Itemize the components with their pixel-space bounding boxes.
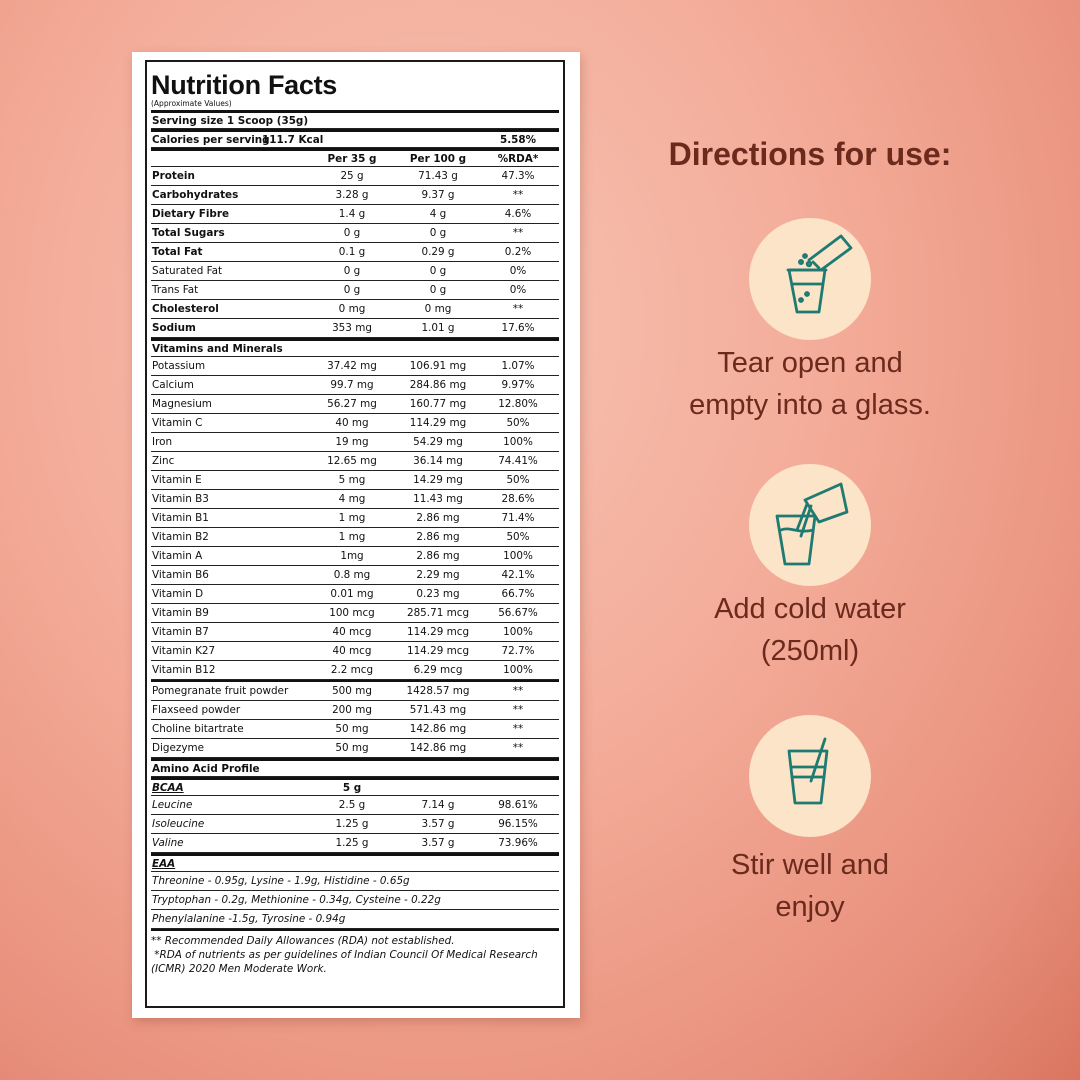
nutrient-row (151, 471, 559, 490)
stir-glass-icon (749, 715, 871, 837)
nutrient-per100: 142.86 mg (409, 742, 467, 754)
nutrient-row (151, 739, 559, 758)
nutrient-per100: 2.86 mg (416, 550, 460, 562)
nutrient-rda: ** (512, 742, 524, 754)
eaa-line: Phenylalanine -1.5g, Tyrosine - 0.94g (151, 910, 559, 929)
nutrient-name: Choline bitartrate (152, 723, 244, 735)
nutrient-row (151, 281, 559, 300)
eaa-section (151, 872, 559, 929)
calories-value: 111.7 Kcal (262, 133, 324, 146)
nutrient-per35: 40 mcg (332, 626, 372, 638)
nutrient-per35: 0.1 g (338, 246, 366, 258)
nutrient-per35: 200 mg (332, 704, 372, 716)
nutrient-rda: 0% (509, 284, 527, 296)
nutrient-per100: 114.29 mcg (406, 645, 470, 657)
nutrient-per100: 7.14 g (421, 799, 455, 811)
nutrient-per35: 19 mg (335, 436, 369, 448)
nutrient-per35: 5 mg (338, 474, 366, 486)
nutrient-per100: 3.57 g (421, 818, 455, 830)
nutrient-rda: 0.2% (504, 246, 532, 258)
nutrient-per35: 1.4 g (338, 208, 366, 220)
nutrient-name: Vitamin A (152, 550, 203, 562)
serving-size: Serving size 1 Scoop (35g) (152, 114, 309, 127)
step-1-text (640, 342, 980, 426)
step-3-line2: enjoy (775, 891, 845, 923)
nutrient-name: Cholesterol (152, 303, 219, 315)
nutrient-rda: 28.6% (501, 493, 535, 505)
nutrient-name: Vitamin B7 (152, 626, 209, 638)
nutrient-name: Total Fat (152, 246, 203, 258)
nutrient-per35: 56.27 mg (327, 398, 377, 410)
nutrient-per35: 0 g (343, 227, 361, 239)
nutrient-rda: 17.6% (501, 322, 535, 334)
nutrient-rda: 66.7% (501, 588, 535, 600)
nutrient-per100: 0 g (429, 284, 447, 296)
nutrient-rda: 50% (506, 531, 530, 543)
footnotes (151, 929, 559, 976)
nutrient-row (151, 319, 559, 338)
nutrition-title: Nutrition Facts (151, 70, 338, 100)
nutrient-per100: 114.29 mcg (406, 626, 470, 638)
nutrient-name: Trans Fat (152, 284, 199, 296)
nutrient-per100: 14.29 mg (413, 474, 463, 486)
nutrient-rda: 74.41% (498, 455, 538, 467)
nutrient-rda: 72.7% (501, 645, 535, 657)
nutrient-name: Saturated Fat (152, 265, 223, 277)
nutrition-label-frame (145, 60, 565, 1008)
nutrient-per100: 11.43 mg (413, 493, 463, 505)
nutrient-per35: 353 mg (332, 322, 372, 334)
vitamins-heading-row (151, 338, 559, 357)
nutrient-rda: ** (512, 227, 524, 239)
calories-label: Calories per serving (152, 133, 270, 146)
nutrient-name: Vitamin B6 (152, 569, 209, 581)
nutrient-per35: 500 mg (332, 685, 372, 697)
nutrient-per35: 40 mg (335, 417, 369, 429)
amino-heading-row (151, 758, 559, 777)
nutrient-name: Potassium (152, 360, 206, 372)
nutrient-rda: 50% (506, 474, 530, 486)
nutrient-rda: 100% (503, 436, 533, 448)
nutrient-per100: 9.37 g (421, 189, 455, 201)
nutrient-row (151, 186, 559, 205)
step-2-line1: Add cold water (714, 593, 906, 625)
bcaa-section (151, 796, 559, 853)
nutrient-row (151, 566, 559, 585)
nutrient-row (151, 661, 559, 680)
step-1-line1: Tear open and (717, 347, 903, 379)
nutrient-per100: 2.86 mg (416, 512, 460, 524)
nutrient-rda: ** (512, 723, 524, 735)
nutrient-rda: 100% (503, 626, 533, 638)
nutrient-row (151, 376, 559, 395)
nutrient-name: Vitamin B9 (152, 607, 209, 619)
nutrient-per100: 1.01 g (421, 322, 455, 334)
nutrient-per100: 0 g (429, 265, 447, 277)
nutrient-row (151, 433, 559, 452)
nutrient-per35: 0 mg (338, 303, 366, 315)
nutrient-per35: 1.25 g (335, 818, 369, 830)
nutrient-per100: 106.91 mg (409, 360, 467, 372)
eaa-row (151, 853, 559, 872)
nutrient-name: Digezyme (152, 742, 204, 754)
nutrient-rda: ** (512, 685, 524, 697)
footnote-line: ** Recommended Daily Allowances (RDA) not established. (151, 935, 455, 947)
nutrient-rda: 1.07% (501, 360, 535, 372)
step-2-text (640, 588, 980, 672)
nutrient-name: Total Sugars (152, 227, 225, 239)
nutrient-per35: 99.7 mg (330, 379, 374, 391)
column-header-rda: %RDA* (497, 152, 539, 165)
nutrient-rda: 4.6% (504, 208, 532, 220)
nutrient-row (151, 528, 559, 547)
directions-title: Directions for use: (668, 136, 952, 172)
nutrient-rda: 100% (503, 550, 533, 562)
nutrient-name: Leucine (152, 799, 193, 811)
nutrient-per35: 12.65 mg (327, 455, 377, 467)
serving-row (151, 110, 559, 129)
nutrient-row (151, 509, 559, 528)
nutrient-name: Vitamin K27 (152, 645, 216, 657)
extras-section (151, 680, 559, 758)
nutrient-per100: 0 g (429, 227, 447, 239)
vitamins-section (151, 357, 559, 680)
nutrient-row (151, 834, 559, 853)
nutrient-per35: 37.42 mg (327, 360, 377, 372)
nutrient-rda: 96.15% (498, 818, 538, 830)
nutrient-row (151, 585, 559, 604)
nutrient-name: Flaxseed powder (152, 704, 241, 716)
nutrient-per35: 25 g (340, 170, 364, 182)
nutrient-rda: 100% (503, 664, 533, 676)
nutrient-per100: 4 g (429, 208, 447, 220)
nutrient-per100: 0.23 mg (416, 588, 460, 600)
nutrient-per35: 40 mcg (332, 645, 372, 657)
bcaa-value: 5 g (342, 781, 362, 794)
nutrient-row (151, 490, 559, 509)
nutrient-per100: 571.43 mg (409, 704, 467, 716)
nutrient-row (151, 642, 559, 661)
step-3-line1: Stir well and (731, 849, 889, 881)
nutrient-row (151, 205, 559, 224)
nutrient-rda: 50% (506, 417, 530, 429)
nutrient-rda: 98.61% (498, 799, 538, 811)
vitamins-heading: Vitamins and Minerals (152, 342, 283, 355)
nutrient-name: Vitamin B2 (152, 531, 209, 543)
nutrient-per35: 1.25 g (335, 837, 369, 849)
nutrient-rda: 9.97% (501, 379, 535, 391)
nutrient-per35: 1mg (340, 550, 364, 562)
column-header-per35: Per 35 g (327, 152, 377, 165)
macros-section (151, 167, 559, 338)
nutrient-per35: 2.5 g (338, 799, 366, 811)
nutrient-name: Vitamin D (152, 588, 204, 600)
nutrient-per35: 0 g (343, 265, 361, 277)
step-2-line2: (250ml) (760, 635, 860, 667)
nutrient-row (151, 262, 559, 281)
nutrient-name: Pomegranate fruit powder (152, 685, 289, 697)
nutrition-subtitle: (Approximate Values) (151, 99, 232, 108)
nutrient-name: Vitamin C (152, 417, 203, 429)
nutrient-per35: 3.28 g (335, 189, 369, 201)
nutrient-per100: 142.86 mg (409, 723, 467, 735)
nutrient-rda: 42.1% (501, 569, 535, 581)
nutrient-per35: 0.01 mg (330, 588, 374, 600)
water-pour-icon (749, 464, 871, 586)
bcaa-label: BCAA (152, 781, 184, 794)
nutrient-row (151, 623, 559, 642)
nutrient-name: Protein (152, 170, 195, 182)
footnote-line: (ICMR) 2020 Men Moderate Work. (151, 963, 327, 975)
nutrient-per100: 2.29 mg (416, 569, 460, 581)
nutrient-name: Sodium (152, 322, 196, 334)
nutrient-name: Calcium (152, 379, 194, 391)
step-3-text (640, 844, 980, 928)
nutrient-row (151, 604, 559, 623)
nutrient-row (151, 224, 559, 243)
nutrient-rda: 71.4% (501, 512, 535, 524)
nutrient-name: Vitamin E (152, 474, 202, 486)
column-header-per100: Per 100 g (409, 152, 467, 165)
nutrient-per100: 6.29 mcg (413, 664, 463, 676)
nutrient-per100: 0 mg (424, 303, 452, 315)
sachet-pour-icon (749, 218, 871, 340)
nutrient-row (151, 547, 559, 566)
nutrient-name: Carbohydrates (152, 189, 239, 201)
nutrient-per100: 160.77 mg (409, 398, 467, 410)
nutrient-per100: 36.14 mg (413, 455, 463, 467)
eaa-label: EAA (152, 857, 176, 870)
nutrient-row (151, 701, 559, 720)
step-1-line2: empty into a glass. (689, 389, 931, 421)
nutrient-per35: 50 mg (335, 723, 369, 735)
nutrient-row (151, 815, 559, 834)
nutrient-name: Isoleucine (152, 818, 205, 830)
nutrient-per100: 54.29 mg (413, 436, 463, 448)
nutrient-name: Valine (152, 837, 184, 849)
nutrient-per35: 4 mg (338, 493, 366, 505)
nutrient-per35: 2.2 mcg (330, 664, 374, 676)
nutrient-per100: 114.29 mg (409, 417, 467, 429)
nutrient-per100: 71.43 g (418, 170, 458, 182)
nutrient-name: Dietary Fibre (152, 208, 229, 220)
nutrient-rda: 47.3% (501, 170, 535, 182)
nutrient-row (151, 452, 559, 471)
nutrient-rda: 12.80% (498, 398, 538, 410)
nutrient-rda: ** (512, 704, 524, 716)
nutrient-row (151, 167, 559, 186)
nutrient-name: Magnesium (152, 398, 212, 410)
nutrient-name: Vitamin B3 (152, 493, 209, 505)
nutrient-row (151, 395, 559, 414)
nutrient-per100: 284.86 mg (409, 379, 467, 391)
nutrient-row (151, 796, 559, 815)
nutrient-per35: 100 mcg (329, 607, 375, 619)
calories-row (151, 129, 559, 148)
nutrient-row (151, 357, 559, 376)
nutrient-per35: 0.8 mg (333, 569, 371, 581)
nutrient-per100: 3.57 g (421, 837, 455, 849)
nutrient-name: Vitamin B12 (152, 664, 216, 676)
nutrient-row (151, 720, 559, 739)
nutrient-rda: ** (512, 303, 524, 315)
bcaa-row (151, 777, 559, 796)
nutrient-row (151, 243, 559, 262)
nutrient-row (151, 414, 559, 433)
nutrient-per100: 2.86 mg (416, 531, 460, 543)
nutrient-per100: 285.71 mcg (406, 607, 470, 619)
eaa-line: Tryptophan - 0.2g, Methionine - 0.34g, Cysteine - 0.22g (151, 891, 559, 910)
nutrient-row (151, 682, 559, 701)
footnote-line: *RDA of nutrients as per guidelines of Indian Council Of Medical Research (151, 949, 538, 961)
nutrient-per100: 0.29 g (421, 246, 455, 258)
column-header-row (151, 148, 559, 167)
nutrient-name: Iron (152, 436, 173, 448)
nutrient-rda: ** (512, 189, 524, 201)
nutrient-row (151, 300, 559, 319)
nutrient-per35: 1 mg (338, 531, 366, 543)
calories-rda: 5.58% (499, 133, 537, 146)
nutrient-rda: 73.96% (498, 837, 538, 849)
nutrition-label (132, 52, 580, 1018)
nutrient-name: Zinc (152, 455, 175, 467)
eaa-line: Threonine - 0.95g, Lysine - 1.9g, Histidine - 0.65g (151, 872, 559, 891)
nutrient-per35: 1 mg (338, 512, 366, 524)
nutrient-rda: 56.67% (498, 607, 538, 619)
amino-heading: Amino Acid Profile (152, 762, 260, 775)
nutrient-per100: 1428.57 mg (406, 685, 470, 697)
nutrient-per35: 0 g (343, 284, 361, 296)
nutrient-rda: 0% (509, 265, 527, 277)
nutrient-name: Vitamin B1 (152, 512, 209, 524)
nutrient-per35: 50 mg (335, 742, 369, 754)
